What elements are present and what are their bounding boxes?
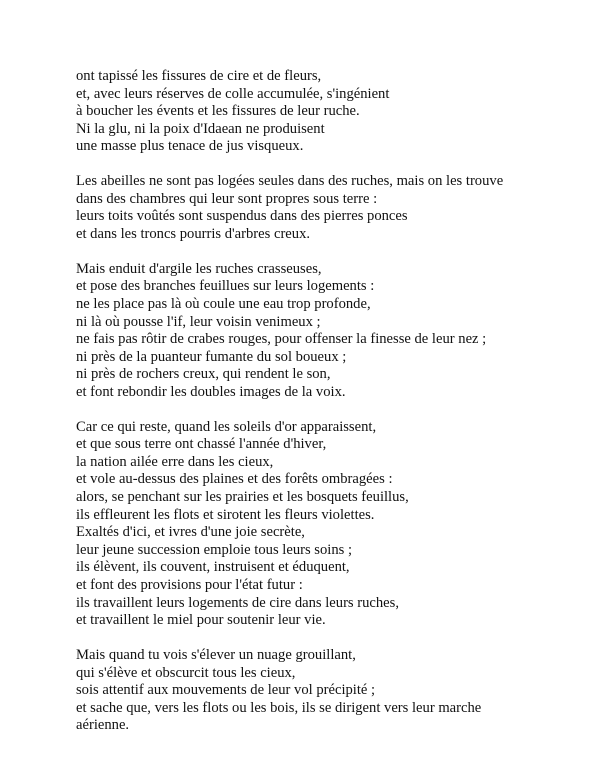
verse-line: et dans les troncs pourris d'arbres creux. bbox=[76, 225, 311, 242]
verse-line: ils travaillent leurs logements de cire dans leurs ruches, bbox=[76, 594, 399, 611]
verse-line: et travaillent le miel pour soutenir leur vie. bbox=[76, 612, 326, 629]
verse-line: Mais enduit d'argile les ruches crasseuses, bbox=[76, 260, 322, 277]
verse-line: ils effleurent les flots et sirotent les fleurs violettes. bbox=[76, 506, 375, 523]
verse-line: et sache que, vers les flots ou les bois, ils se dirigent vers leur marche bbox=[76, 699, 482, 716]
verse-line: sois attentif aux mouvements de leur vol précipité ; bbox=[76, 682, 376, 699]
stanza-5 bbox=[76, 647, 576, 735]
verse-line: dans des chambres qui leur sont propres sous terre : bbox=[76, 190, 378, 207]
verse-line: et font des provisions pour l'état futur : bbox=[76, 577, 303, 593]
verse-line: Les abeilles ne sont pas logées seules dans des ruches, mais on les trouve bbox=[76, 173, 504, 190]
verse-line: alors, se penchant sur les prairies et les bosquets feuillus, bbox=[76, 489, 409, 506]
verse-line: une masse plus tenace de jus visqueux. bbox=[76, 138, 304, 155]
verse-line: et pose des branches feuillues sur leurs logements : bbox=[76, 278, 375, 295]
verse-line: leur jeune succession emploie tous leurs soins ; bbox=[76, 541, 353, 558]
verse-line: ils élèvent, ils couvent, instruisent et éduquent, bbox=[76, 559, 350, 576]
verse-line: et font rebondir les doubles images de la voix. bbox=[76, 383, 346, 400]
poem-text bbox=[76, 68, 576, 752]
verse-line: et que sous terre ont chassé l'année d'hiver, bbox=[76, 436, 327, 453]
verse-line: ne les place pas là où coule une eau trop profonde, bbox=[76, 295, 371, 312]
verse-line: Exaltés d'ici, et ivres d'une joie secrète, bbox=[76, 524, 305, 541]
stanza-1 bbox=[76, 68, 576, 156]
verse-line: à boucher les évents et les fissures de leur ruche. bbox=[76, 103, 360, 120]
stanza-4 bbox=[76, 419, 576, 630]
verse-line: ni près de la puanteur fumante du sol boueux ; bbox=[76, 348, 347, 365]
verse-line: et, avec leurs réserves de colle accumulée, s'ingénient bbox=[76, 85, 390, 102]
verse-line: et vole au-dessus des plaines et des forêts ombragées : bbox=[76, 471, 393, 488]
verse-line: ont tapissé les fissures de cire et de fleurs, bbox=[76, 68, 322, 84]
stanza-3 bbox=[76, 261, 576, 402]
verse-line: ni près de rochers creux, qui rendent le son, bbox=[76, 366, 331, 383]
verse-line: leurs toits voûtés sont suspendus dans des pierres ponces bbox=[76, 208, 408, 225]
stanza-2 bbox=[76, 173, 576, 243]
verse-line: ne fais pas rôtir de crabes rouges, pour offenser la finesse de leur nez ; bbox=[76, 331, 487, 348]
verse-line: Ni la glu, ni la poix d'Idaean ne produisent bbox=[76, 120, 325, 137]
verse-line: Car ce qui reste, quand les soleils d'or apparaissent, bbox=[76, 418, 377, 435]
verse-line: qui s'élève et obscurcit tous les cieux, bbox=[76, 664, 296, 681]
verse-line: ni là où pousse l'if, leur voisin venimeux ; bbox=[76, 313, 321, 330]
verse-line: Mais quand tu vois s'élever un nuage grouillant, bbox=[76, 646, 356, 663]
verse-line: la nation ailée erre dans les cieux, bbox=[76, 453, 274, 470]
verse-line: aérienne. bbox=[76, 717, 130, 734]
